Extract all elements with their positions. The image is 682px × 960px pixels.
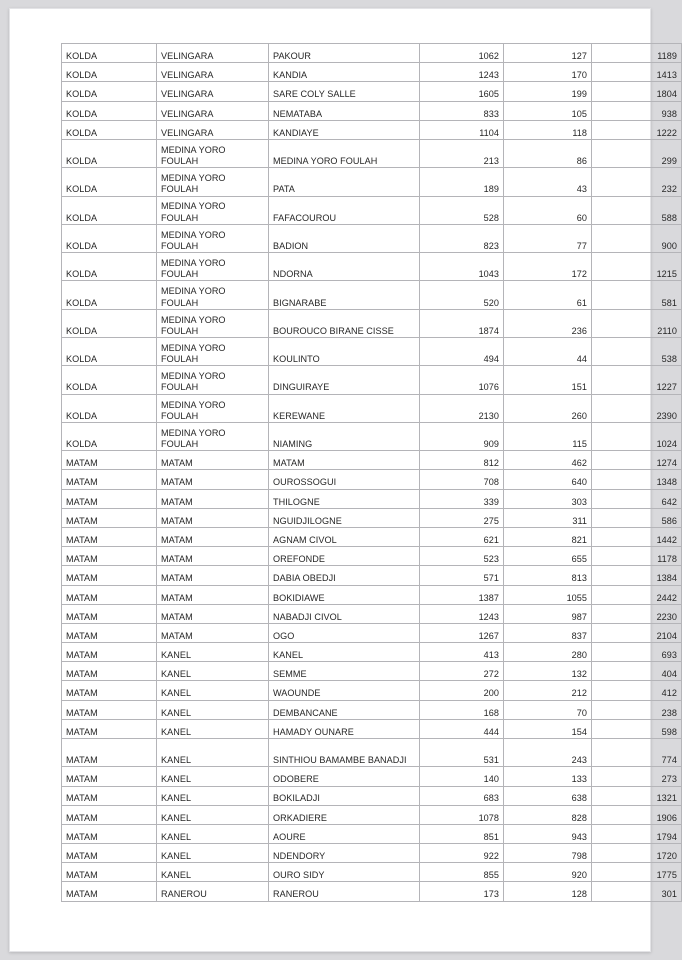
table-row[interactable]	[62, 422, 682, 450]
cell-value-2: 987	[504, 604, 592, 623]
table-row[interactable]	[62, 882, 682, 901]
cell-value-1: 213	[420, 139, 504, 167]
cell-total: 273	[592, 767, 682, 786]
table-row[interactable]	[62, 63, 682, 82]
cell-commune: SINTHIOU BAMAMBE BANADJI	[269, 739, 420, 767]
cell-total: 301	[592, 882, 682, 901]
cell-value-1: 571	[420, 566, 504, 585]
cell-departement: KANEL	[157, 719, 269, 738]
cell-value-1: 1243	[420, 63, 504, 82]
cell-commune: DABIA OBEDJI	[269, 566, 420, 585]
cell-total: 586	[592, 508, 682, 527]
cell-value-2: 640	[504, 470, 592, 489]
table-row[interactable]	[62, 700, 682, 719]
cell-region: MATAM	[62, 739, 157, 767]
cell-region: MATAM	[62, 508, 157, 527]
cell-commune: ODOBERE	[269, 767, 420, 786]
cell-total: 232	[592, 168, 682, 196]
cell-value-2: 813	[504, 566, 592, 585]
table-row[interactable]	[62, 508, 682, 527]
cell-total: 412	[592, 681, 682, 700]
cell-value-2: 199	[504, 82, 592, 101]
cell-commune: NGUIDJILOGNE	[269, 508, 420, 527]
cell-region: KOLDA	[62, 196, 157, 224]
cell-departement: KANEL	[157, 700, 269, 719]
cell-departement: MATAM	[157, 470, 269, 489]
table-row[interactable]	[62, 824, 682, 843]
cell-region: KOLDA	[62, 338, 157, 366]
cell-region: KOLDA	[62, 366, 157, 394]
cell-value-1: 1605	[420, 82, 504, 101]
cell-value-2: 151	[504, 366, 592, 394]
cell-total: 1348	[592, 470, 682, 489]
cell-value-2: 132	[504, 662, 592, 681]
cell-departement: MEDINA YORO FOULAH	[157, 338, 269, 366]
cell-departement: MATAM	[157, 508, 269, 527]
table-row[interactable]	[62, 643, 682, 662]
cell-commune: SARE COLY SALLE	[269, 82, 420, 101]
cell-departement: MEDINA YORO FOULAH	[157, 196, 269, 224]
cell-commune: BOKILADJI	[269, 786, 420, 805]
cell-value-2: 77	[504, 224, 592, 252]
cell-value-2: 70	[504, 700, 592, 719]
table-row[interactable]	[62, 805, 682, 824]
cell-departement: MATAM	[157, 566, 269, 585]
cell-value-2: 86	[504, 139, 592, 167]
cell-value-2: 821	[504, 527, 592, 546]
table-row[interactable]	[62, 585, 682, 604]
cell-value-1: 1078	[420, 805, 504, 824]
cell-region: MATAM	[62, 767, 157, 786]
cell-value-1: 494	[420, 338, 504, 366]
cell-value-2: 44	[504, 338, 592, 366]
cell-total: 299	[592, 139, 682, 167]
cell-commune: KEREWANE	[269, 394, 420, 422]
table-row[interactable]	[62, 253, 682, 281]
cell-departement: KANEL	[157, 844, 269, 863]
cell-value-2: 943	[504, 824, 592, 843]
table-row[interactable]	[62, 719, 682, 738]
cell-value-2: 154	[504, 719, 592, 738]
cell-total: 693	[592, 643, 682, 662]
cell-departement: MEDINA YORO FOULAH	[157, 168, 269, 196]
table-row[interactable]	[62, 196, 682, 224]
cell-region: MATAM	[62, 681, 157, 700]
cell-departement: MATAM	[157, 585, 269, 604]
cell-total: 1384	[592, 566, 682, 585]
cell-value-2: 236	[504, 309, 592, 337]
cell-value-2: 115	[504, 422, 592, 450]
table-row[interactable]	[62, 786, 682, 805]
cell-total: 1215	[592, 253, 682, 281]
cell-commune: AGNAM CIVOL	[269, 527, 420, 546]
cell-total: 1794	[592, 824, 682, 843]
cell-total: 2110	[592, 309, 682, 337]
table-row[interactable]	[62, 101, 682, 120]
cell-region: KOLDA	[62, 63, 157, 82]
cell-value-1: 140	[420, 767, 504, 786]
cell-value-2: 118	[504, 120, 592, 139]
cell-departement: VELINGARA	[157, 63, 269, 82]
cell-value-1: 200	[420, 681, 504, 700]
cell-value-1: 922	[420, 844, 504, 863]
table-row[interactable]	[62, 139, 682, 167]
cell-commune: KANDIAYE	[269, 120, 420, 139]
cell-value-1: 1043	[420, 253, 504, 281]
cell-commune: OUROSSOGUI	[269, 470, 420, 489]
cell-value-1: 275	[420, 508, 504, 527]
cell-total: 1413	[592, 63, 682, 82]
cell-region: KOLDA	[62, 281, 157, 309]
table-row[interactable]	[62, 168, 682, 196]
cell-departement: MEDINA YORO FOULAH	[157, 422, 269, 450]
table-row[interactable]	[62, 338, 682, 366]
cell-commune: PAKOUR	[269, 44, 420, 63]
cell-value-2: 105	[504, 101, 592, 120]
cell-commune: BADION	[269, 224, 420, 252]
cell-region: KOLDA	[62, 253, 157, 281]
cell-region: MATAM	[62, 786, 157, 805]
cell-value-1: 520	[420, 281, 504, 309]
cell-commune: BIGNARABE	[269, 281, 420, 309]
cell-value-1: 1243	[420, 604, 504, 623]
cell-total: 2104	[592, 623, 682, 642]
cell-value-1: 1104	[420, 120, 504, 139]
cell-total: 1189	[592, 44, 682, 63]
cell-region: MATAM	[62, 451, 157, 470]
cell-value-2: 638	[504, 786, 592, 805]
cell-value-1: 1076	[420, 366, 504, 394]
cell-value-2: 170	[504, 63, 592, 82]
table-row[interactable]	[62, 623, 682, 642]
cell-region: MATAM	[62, 604, 157, 623]
cell-departement: MEDINA YORO FOULAH	[157, 394, 269, 422]
cell-commune: OGO	[269, 623, 420, 642]
cell-value-1: 444	[420, 719, 504, 738]
cell-value-1: 909	[420, 422, 504, 450]
cell-commune: NDORNA	[269, 253, 420, 281]
cell-value-2: 798	[504, 844, 592, 863]
cell-value-1: 189	[420, 168, 504, 196]
cell-value-2: 128	[504, 882, 592, 901]
cell-total: 2230	[592, 604, 682, 623]
cell-commune: BOUROUCO BIRANE CISSE	[269, 309, 420, 337]
cell-region: KOLDA	[62, 394, 157, 422]
table-row[interactable]	[62, 566, 682, 585]
cell-departement: MEDINA YORO FOULAH	[157, 139, 269, 167]
cell-departement: MATAM	[157, 489, 269, 508]
cell-departement: KANEL	[157, 767, 269, 786]
cell-value-2: 60	[504, 196, 592, 224]
table-row[interactable]	[62, 394, 682, 422]
table-row[interactable]	[62, 767, 682, 786]
cell-region: MATAM	[62, 547, 157, 566]
cell-value-1: 833	[420, 101, 504, 120]
cell-region: MATAM	[62, 882, 157, 901]
cell-departement: MEDINA YORO FOULAH	[157, 309, 269, 337]
table-row[interactable]	[62, 844, 682, 863]
cell-commune: AOURE	[269, 824, 420, 843]
cell-commune: WAOUNDE	[269, 681, 420, 700]
cell-departement: VELINGARA	[157, 82, 269, 101]
cell-region: MATAM	[62, 805, 157, 824]
cell-value-1: 851	[420, 824, 504, 843]
cell-total: 1720	[592, 844, 682, 863]
cell-commune: PATA	[269, 168, 420, 196]
cell-departement: VELINGARA	[157, 120, 269, 139]
cell-region: KOLDA	[62, 139, 157, 167]
cell-commune: OREFONDE	[269, 547, 420, 566]
cell-total: 1775	[592, 863, 682, 882]
table-row[interactable]	[62, 44, 682, 63]
cell-total: 1906	[592, 805, 682, 824]
table-row[interactable]	[62, 863, 682, 882]
document-page	[9, 8, 677, 952]
cell-departement: KANEL	[157, 681, 269, 700]
cell-commune: FAFACOUROU	[269, 196, 420, 224]
cell-value-2: 243	[504, 739, 592, 767]
cell-value-2: 828	[504, 805, 592, 824]
cell-total: 588	[592, 196, 682, 224]
cell-departement: VELINGARA	[157, 101, 269, 120]
cell-value-1: 531	[420, 739, 504, 767]
population-by-commune-table[interactable]	[61, 43, 682, 902]
cell-departement: MEDINA YORO FOULAH	[157, 253, 269, 281]
cell-total: 1442	[592, 527, 682, 546]
cell-value-1: 1874	[420, 309, 504, 337]
cell-departement: KANEL	[157, 863, 269, 882]
cell-departement: KANEL	[157, 824, 269, 843]
table-row[interactable]	[62, 309, 682, 337]
cell-commune: NABADJI CIVOL	[269, 604, 420, 623]
cell-commune: DEMBANCANE	[269, 700, 420, 719]
cell-value-2: 303	[504, 489, 592, 508]
cell-departement: MATAM	[157, 527, 269, 546]
cell-commune: DINGUIRAYE	[269, 366, 420, 394]
cell-departement: KANEL	[157, 662, 269, 681]
cell-total: 404	[592, 662, 682, 681]
cell-value-1: 1267	[420, 623, 504, 642]
cell-total: 938	[592, 101, 682, 120]
cell-departement: KANEL	[157, 786, 269, 805]
cell-value-2: 1055	[504, 585, 592, 604]
cell-region: KOLDA	[62, 82, 157, 101]
cell-region: KOLDA	[62, 120, 157, 139]
cell-departement: KANEL	[157, 643, 269, 662]
table-row[interactable]	[62, 527, 682, 546]
cell-commune: SEMME	[269, 662, 420, 681]
table-body	[62, 44, 682, 902]
cell-region: MATAM	[62, 844, 157, 863]
cell-commune: KANDIA	[269, 63, 420, 82]
cell-total: 774	[592, 739, 682, 767]
cell-departement: MEDINA YORO FOULAH	[157, 224, 269, 252]
cell-value-2: 127	[504, 44, 592, 63]
cell-region: MATAM	[62, 527, 157, 546]
cell-region: MATAM	[62, 643, 157, 662]
cell-total: 598	[592, 719, 682, 738]
cell-value-1: 2130	[420, 394, 504, 422]
cell-region: MATAM	[62, 470, 157, 489]
cell-commune: KOULINTO	[269, 338, 420, 366]
cell-departement: VELINGARA	[157, 44, 269, 63]
cell-region: KOLDA	[62, 44, 157, 63]
cell-value-2: 462	[504, 451, 592, 470]
cell-value-1: 683	[420, 786, 504, 805]
cell-value-1: 708	[420, 470, 504, 489]
table-row[interactable]	[62, 281, 682, 309]
cell-commune: ORKADIERE	[269, 805, 420, 824]
cell-total: 1222	[592, 120, 682, 139]
cell-value-2: 837	[504, 623, 592, 642]
cell-commune: MEDINA YORO FOULAH	[269, 139, 420, 167]
cell-total: 1227	[592, 366, 682, 394]
cell-value-1: 413	[420, 643, 504, 662]
cell-value-1: 168	[420, 700, 504, 719]
cell-total: 1274	[592, 451, 682, 470]
cell-total: 900	[592, 224, 682, 252]
cell-value-2: 655	[504, 547, 592, 566]
cell-total: 1321	[592, 786, 682, 805]
cell-total: 581	[592, 281, 682, 309]
cell-region: MATAM	[62, 824, 157, 843]
cell-departement: MATAM	[157, 623, 269, 642]
cell-total: 238	[592, 700, 682, 719]
cell-value-2: 43	[504, 168, 592, 196]
table-row[interactable]	[62, 547, 682, 566]
cell-commune: RANEROU	[269, 882, 420, 901]
cell-total: 538	[592, 338, 682, 366]
cell-value-1: 339	[420, 489, 504, 508]
cell-region: MATAM	[62, 585, 157, 604]
table-row[interactable]	[62, 120, 682, 139]
cell-value-1: 528	[420, 196, 504, 224]
table-row[interactable]	[62, 739, 682, 767]
cell-commune: NDENDORY	[269, 844, 420, 863]
cell-value-2: 61	[504, 281, 592, 309]
table-row[interactable]	[62, 470, 682, 489]
table-row[interactable]	[62, 82, 682, 101]
cell-value-1: 621	[420, 527, 504, 546]
cell-region: KOLDA	[62, 168, 157, 196]
cell-value-2: 133	[504, 767, 592, 786]
cell-total: 642	[592, 489, 682, 508]
table-row[interactable]	[62, 366, 682, 394]
cell-region: MATAM	[62, 566, 157, 585]
cell-value-2: 212	[504, 681, 592, 700]
cell-value-1: 523	[420, 547, 504, 566]
cell-value-1: 812	[420, 451, 504, 470]
cell-value-2: 311	[504, 508, 592, 527]
cell-region: MATAM	[62, 662, 157, 681]
cell-value-2: 280	[504, 643, 592, 662]
cell-commune: NIAMING	[269, 422, 420, 450]
cell-region: KOLDA	[62, 309, 157, 337]
cell-departement: RANEROU	[157, 882, 269, 901]
cell-departement: MATAM	[157, 604, 269, 623]
cell-commune: HAMADY OUNARE	[269, 719, 420, 738]
cell-commune: OURO SIDY	[269, 863, 420, 882]
cell-commune: KANEL	[269, 643, 420, 662]
cell-total: 2390	[592, 394, 682, 422]
cell-departement: KANEL	[157, 739, 269, 767]
cell-commune: THILOGNE	[269, 489, 420, 508]
table-row[interactable]	[62, 489, 682, 508]
cell-commune: MATAM	[269, 451, 420, 470]
table-row[interactable]	[62, 662, 682, 681]
cell-departement: MATAM	[157, 451, 269, 470]
cell-region: KOLDA	[62, 224, 157, 252]
cell-total: 2442	[592, 585, 682, 604]
cell-total: 1024	[592, 422, 682, 450]
cell-departement: KANEL	[157, 805, 269, 824]
cell-departement: MATAM	[157, 547, 269, 566]
cell-value-1: 173	[420, 882, 504, 901]
cell-value-1: 1387	[420, 585, 504, 604]
cell-departement: MEDINA YORO FOULAH	[157, 366, 269, 394]
cell-total: 1178	[592, 547, 682, 566]
cell-region: MATAM	[62, 489, 157, 508]
table-row[interactable]	[62, 451, 682, 470]
table-row[interactable]	[62, 604, 682, 623]
table-row[interactable]	[62, 224, 682, 252]
cell-region: MATAM	[62, 623, 157, 642]
cell-region: KOLDA	[62, 101, 157, 120]
cell-value-1: 823	[420, 224, 504, 252]
cell-region: MATAM	[62, 700, 157, 719]
cell-region: KOLDA	[62, 422, 157, 450]
cell-value-1: 855	[420, 863, 504, 882]
cell-region: MATAM	[62, 719, 157, 738]
cell-departement: MEDINA YORO FOULAH	[157, 281, 269, 309]
cell-value-1: 1062	[420, 44, 504, 63]
cell-value-1: 272	[420, 662, 504, 681]
cell-total: 1804	[592, 82, 682, 101]
cell-value-2: 920	[504, 863, 592, 882]
cell-region: MATAM	[62, 863, 157, 882]
cell-value-2: 172	[504, 253, 592, 281]
cell-commune: NEMATABA	[269, 101, 420, 120]
cell-commune: BOKIDIAWE	[269, 585, 420, 604]
table-row[interactable]	[62, 681, 682, 700]
cell-value-2: 260	[504, 394, 592, 422]
